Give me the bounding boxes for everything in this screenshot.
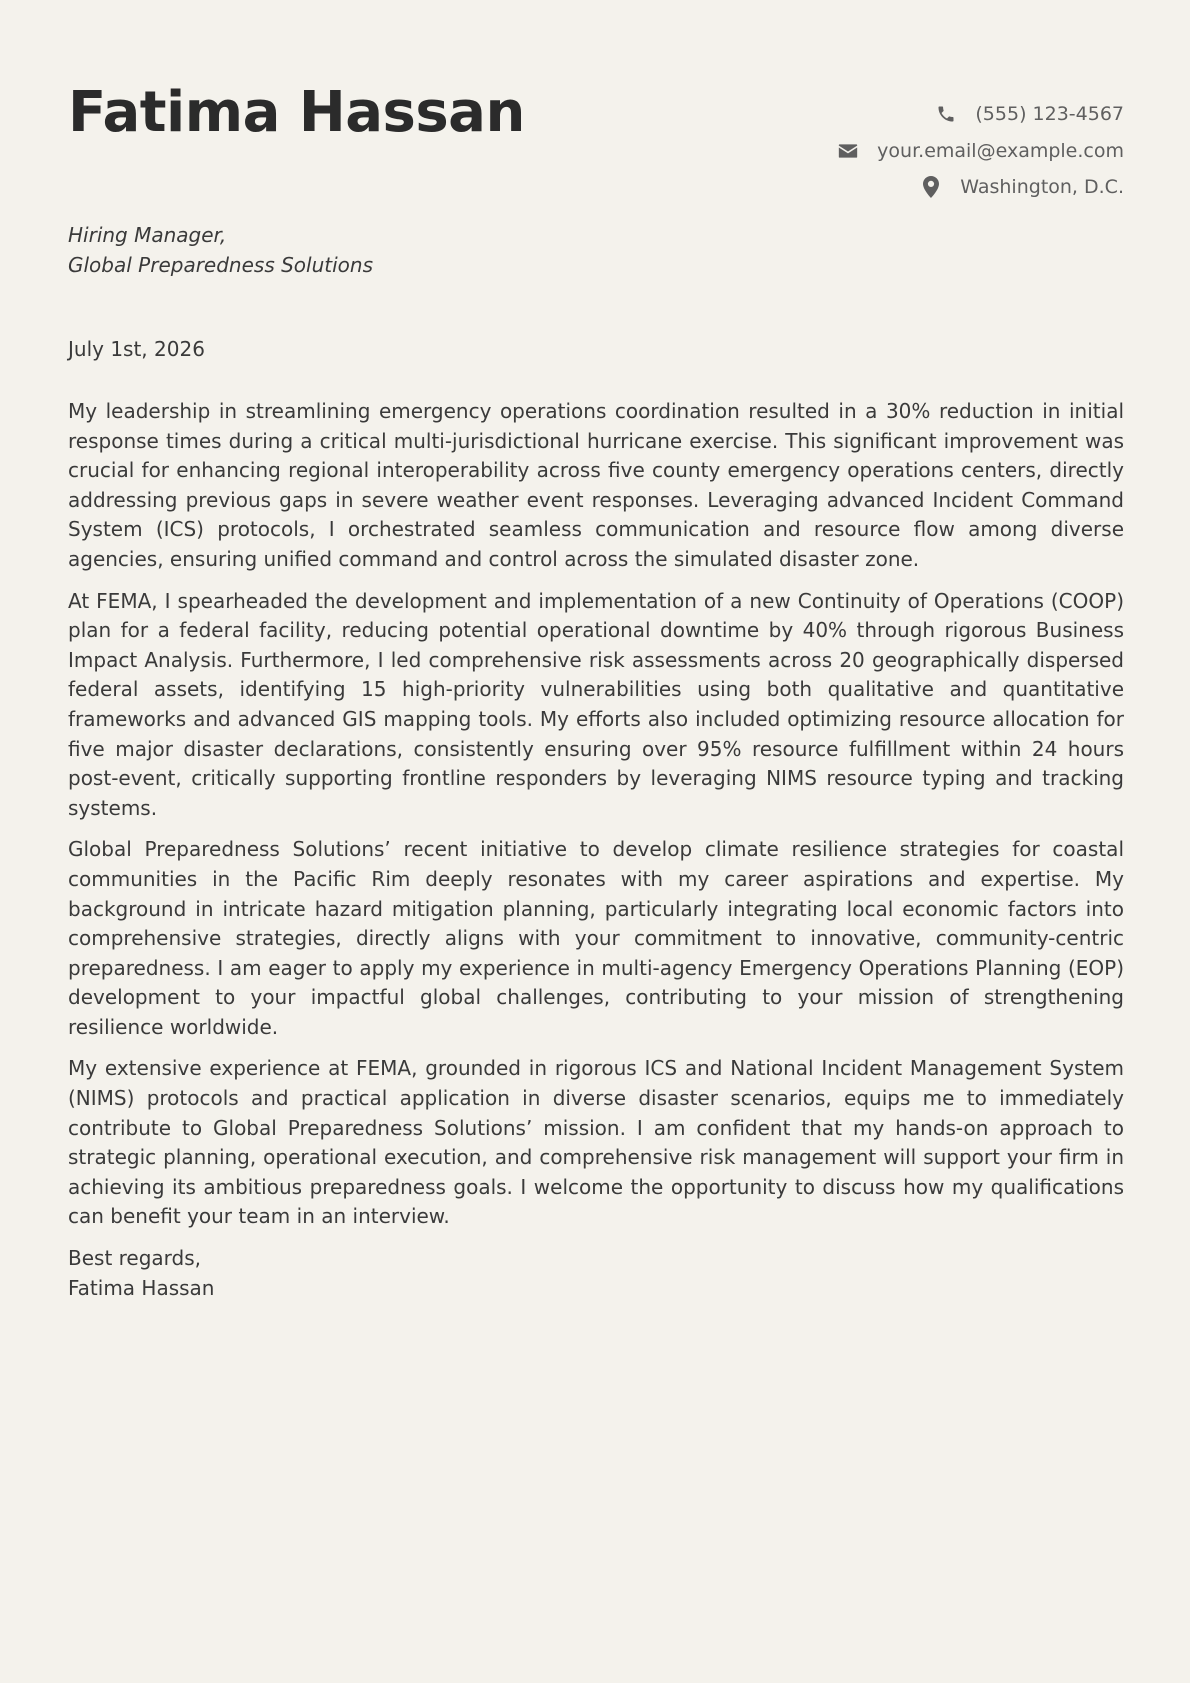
contact-location (837, 169, 1124, 206)
closing-salutation: Best regards, (68, 1246, 202, 1271)
closing-block (68, 1244, 1124, 1303)
letter-date: July 1st, 2026 (68, 337, 205, 361)
map-pin-icon (920, 176, 942, 198)
recipient-title: Hiring Manager, (68, 223, 227, 247)
contact-email (837, 133, 1124, 170)
location-text: Washington, D.C. (960, 176, 1124, 198)
body-paragraph-1: My leadership in streamlining emergency operations coordination resulted in a 30% reduction in initial response times during a critical multi-jurisdictional hurricane exercise. This significant improvement was crucial for enhancing regional interoperability across five county emergency operations centers, directly addressing previous gaps in severe weather event responses. Leveraging advanced Incident Command System (ICS) protocols, I orchestrated seamless communication and resource flow among diverse agencies, ensuring unified command and control across the simulated disaster zone. (68, 399, 1124, 571)
signature-name: Fatima Hassan (68, 1275, 215, 1300)
letter-body (68, 397, 1124, 1303)
body-paragraph-3: Global Preparedness Solutions’ recent initiative to develop climate resilience strategies for coastal communities in the Pacific Rim deeply resonates with my career aspirations and expertise. My background in intricate hazard mitigation planning, particularly integrating local economic factors into comprehensive strategies, directly aligns with your commitment to innovative, community-centric preparedness. I am eager to apply my experience in multi-agency Emergency Operations Planning (EOP) development to your impactful global challenges, contributing to your mission of strengthening resilience worldwide. (68, 837, 1124, 1039)
email-address: your.email@example.com (877, 139, 1124, 162)
phone-icon (935, 103, 957, 125)
envelope-icon (837, 140, 859, 162)
body-paragraph-4: My extensive experience at FEMA, grounded in rigorous ICS and National Incident Management System (NIMS) protocols and practical application in diverse disaster scenarios, equips me to immediately contribute to Global Preparedness Solutions’ mission. I am confident that my hands-on approach to strategic planning, operational execution, and comprehensive risk management will support your firm in achieving its ambitious preparedness goals. I welcome the opportunity to discuss how my qualifications can benefit your team in an interview. (68, 1056, 1124, 1229)
body-paragraph-2: At FEMA, I spearheaded the development and implementation of a new Continuity of Operations (COOP) plan for a federal facility, reducing potential operational downtime by 40% through rigorous Business Impact Analysis. Furthermore, I led comprehensive risk assessments across 20 geographically dispersed federal assets, identifying 15 high-priority vulnerabilities using both qualitative and quantitative frameworks and advanced GIS mapping tools. My efforts also included optimizing resource allocation for five major disaster declarations, consistently ensuring over 95% resource fulfillment within 24 hours post-event, critically supporting frontline responders by leveraging NIMS resource typing and tracking systems. (68, 588, 1124, 820)
contact-block (837, 96, 1124, 206)
recipient-block (68, 220, 373, 280)
recipient-company: Global Preparedness Solutions (68, 253, 373, 277)
phone-number: (555) 123-4567 (975, 103, 1124, 125)
applicant-name: Fatima Hassan (68, 80, 525, 145)
cover-letter-page (68, 0, 1124, 1683)
contact-phone (837, 96, 1124, 133)
